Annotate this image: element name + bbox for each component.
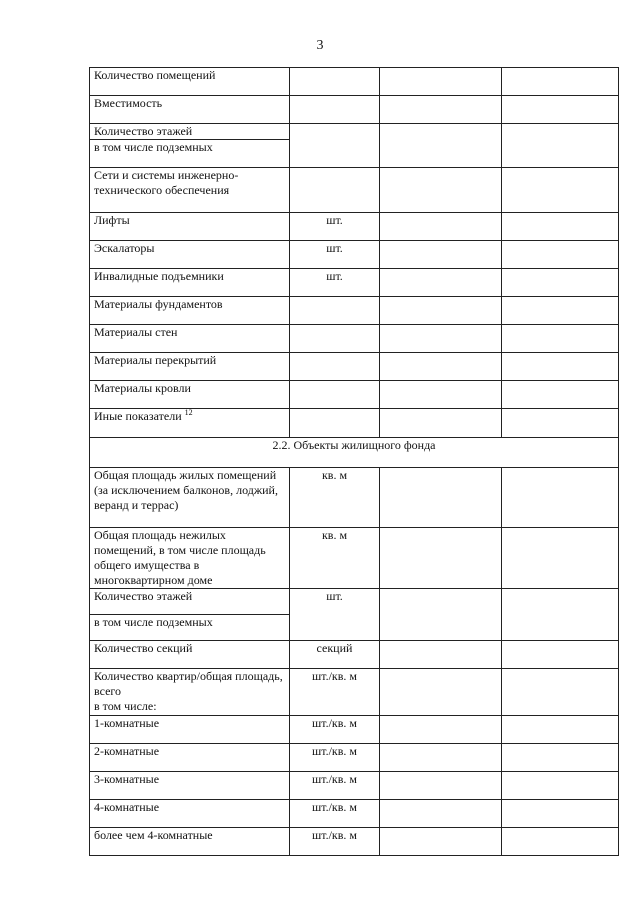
row-label: Материалы фундаментов bbox=[90, 297, 290, 325]
row-label: Количество этажей bbox=[90, 124, 290, 140]
row-label: в том числе подземных bbox=[90, 615, 290, 641]
row-label: более чем 4-комнатные bbox=[90, 828, 290, 856]
unit-cell bbox=[290, 168, 380, 213]
row-label: в том числе подземных bbox=[90, 140, 290, 168]
value-cell bbox=[380, 269, 502, 297]
row-label: Общая площадь нежилых помещений, в том числе площадь общего имущества в многоквартирном доме bbox=[90, 528, 290, 589]
table-row bbox=[90, 589, 619, 615]
value-cell bbox=[380, 325, 502, 353]
table-row bbox=[90, 213, 619, 241]
table-row bbox=[90, 800, 619, 828]
value-cell bbox=[502, 269, 619, 297]
value-cell bbox=[502, 716, 619, 744]
value-cell bbox=[502, 297, 619, 325]
table-row bbox=[90, 297, 619, 325]
unit-cell bbox=[290, 124, 380, 168]
unit-cell: шт. bbox=[290, 589, 380, 641]
unit-cell: шт./кв. м bbox=[290, 716, 380, 744]
row-label: Сети и системы инженерно-технического обеспечения bbox=[90, 168, 290, 213]
value-cell bbox=[380, 124, 502, 168]
value-cell bbox=[380, 772, 502, 800]
value-cell bbox=[502, 124, 619, 168]
table-row bbox=[90, 468, 619, 528]
value-cell bbox=[502, 96, 619, 124]
page-number: 3 bbox=[316, 38, 324, 53]
section-row bbox=[90, 438, 619, 468]
table-row bbox=[90, 409, 619, 438]
table-row bbox=[90, 716, 619, 744]
project-indicators-table bbox=[89, 67, 619, 856]
unit-cell: шт. bbox=[290, 241, 380, 269]
value-cell bbox=[380, 241, 502, 269]
value-cell bbox=[502, 772, 619, 800]
row-label: Общая площадь жилых помещений (за исключением балконов, лоджий, веранд и террас) bbox=[90, 468, 290, 528]
section-title: 2.2. Объекты жилищного фонда bbox=[90, 438, 619, 468]
value-cell bbox=[380, 716, 502, 744]
row-label: Материалы кровли bbox=[90, 381, 290, 409]
value-cell bbox=[502, 589, 619, 641]
unit-cell: шт./кв. м bbox=[290, 669, 380, 716]
unit-cell bbox=[290, 381, 380, 409]
row-label-text: Иные показатели bbox=[94, 409, 182, 423]
value-cell bbox=[380, 528, 502, 589]
value-cell bbox=[502, 669, 619, 716]
row-label: Количество этажей bbox=[90, 589, 290, 615]
table-row bbox=[90, 353, 619, 381]
value-cell bbox=[502, 241, 619, 269]
unit-cell: кв. м bbox=[290, 468, 380, 528]
unit-cell bbox=[290, 68, 380, 96]
value-cell bbox=[502, 641, 619, 669]
value-cell bbox=[502, 409, 619, 438]
row-label: Количество секций bbox=[90, 641, 290, 669]
value-cell bbox=[502, 800, 619, 828]
value-cell bbox=[380, 589, 502, 641]
unit-cell: кв. м bbox=[290, 528, 380, 589]
table-row bbox=[90, 669, 619, 716]
value-cell bbox=[502, 213, 619, 241]
value-cell bbox=[380, 168, 502, 213]
table-row bbox=[90, 269, 619, 297]
unit-cell bbox=[290, 325, 380, 353]
row-label: Лифты bbox=[90, 213, 290, 241]
value-cell bbox=[380, 213, 502, 241]
table-row bbox=[90, 96, 619, 124]
row-label: 4-комнатные bbox=[90, 800, 290, 828]
row-label: Материалы перекрытий bbox=[90, 353, 290, 381]
row-label: 3-комнатные bbox=[90, 772, 290, 800]
value-cell bbox=[380, 297, 502, 325]
footnote-marker: 12 bbox=[184, 408, 193, 417]
value-cell bbox=[502, 828, 619, 856]
row-label: Вместимость bbox=[90, 96, 290, 124]
value-cell bbox=[380, 669, 502, 716]
value-cell bbox=[380, 800, 502, 828]
unit-cell: шт./кв. м bbox=[290, 800, 380, 828]
value-cell bbox=[502, 68, 619, 96]
row-label: 2-комнатные bbox=[90, 744, 290, 772]
unit-cell bbox=[290, 353, 380, 381]
value-cell bbox=[502, 353, 619, 381]
row-label-subtext: в том числе: bbox=[94, 699, 157, 713]
row-label bbox=[90, 669, 290, 716]
row-label: Количество помещений bbox=[90, 68, 290, 96]
value-cell bbox=[380, 353, 502, 381]
unit-cell: шт. bbox=[290, 213, 380, 241]
unit-cell: шт./кв. м bbox=[290, 744, 380, 772]
table-row bbox=[90, 168, 619, 213]
value-cell bbox=[380, 468, 502, 528]
row-label: Эскалаторы bbox=[90, 241, 290, 269]
unit-cell bbox=[290, 409, 380, 438]
value-cell bbox=[502, 468, 619, 528]
table-row bbox=[90, 528, 619, 589]
value-cell bbox=[502, 168, 619, 213]
table-row bbox=[90, 828, 619, 856]
unit-cell: шт./кв. м bbox=[290, 772, 380, 800]
table-row bbox=[90, 241, 619, 269]
row-label: Материалы стен bbox=[90, 325, 290, 353]
table-row bbox=[90, 381, 619, 409]
value-cell bbox=[380, 641, 502, 669]
value-cell bbox=[502, 744, 619, 772]
value-cell bbox=[380, 744, 502, 772]
table-row bbox=[90, 641, 619, 669]
value-cell bbox=[380, 68, 502, 96]
row-label: 1-комнатные bbox=[90, 716, 290, 744]
table-row bbox=[90, 124, 619, 140]
value-cell bbox=[502, 528, 619, 589]
table-row bbox=[90, 325, 619, 353]
table-row bbox=[90, 744, 619, 772]
value-cell bbox=[502, 381, 619, 409]
value-cell bbox=[380, 828, 502, 856]
row-label: Инвалидные подъемники bbox=[90, 269, 290, 297]
value-cell bbox=[380, 96, 502, 124]
table-row bbox=[90, 68, 619, 96]
value-cell bbox=[502, 325, 619, 353]
unit-cell bbox=[290, 96, 380, 124]
unit-cell: шт. bbox=[290, 269, 380, 297]
unit-cell bbox=[290, 297, 380, 325]
value-cell bbox=[380, 409, 502, 438]
row-label bbox=[90, 409, 290, 438]
row-label-text: Количество квартир/общая площадь, всего bbox=[94, 669, 283, 698]
table-row bbox=[90, 772, 619, 800]
unit-cell: секций bbox=[290, 641, 380, 669]
value-cell bbox=[380, 381, 502, 409]
unit-cell: шт./кв. м bbox=[290, 828, 380, 856]
